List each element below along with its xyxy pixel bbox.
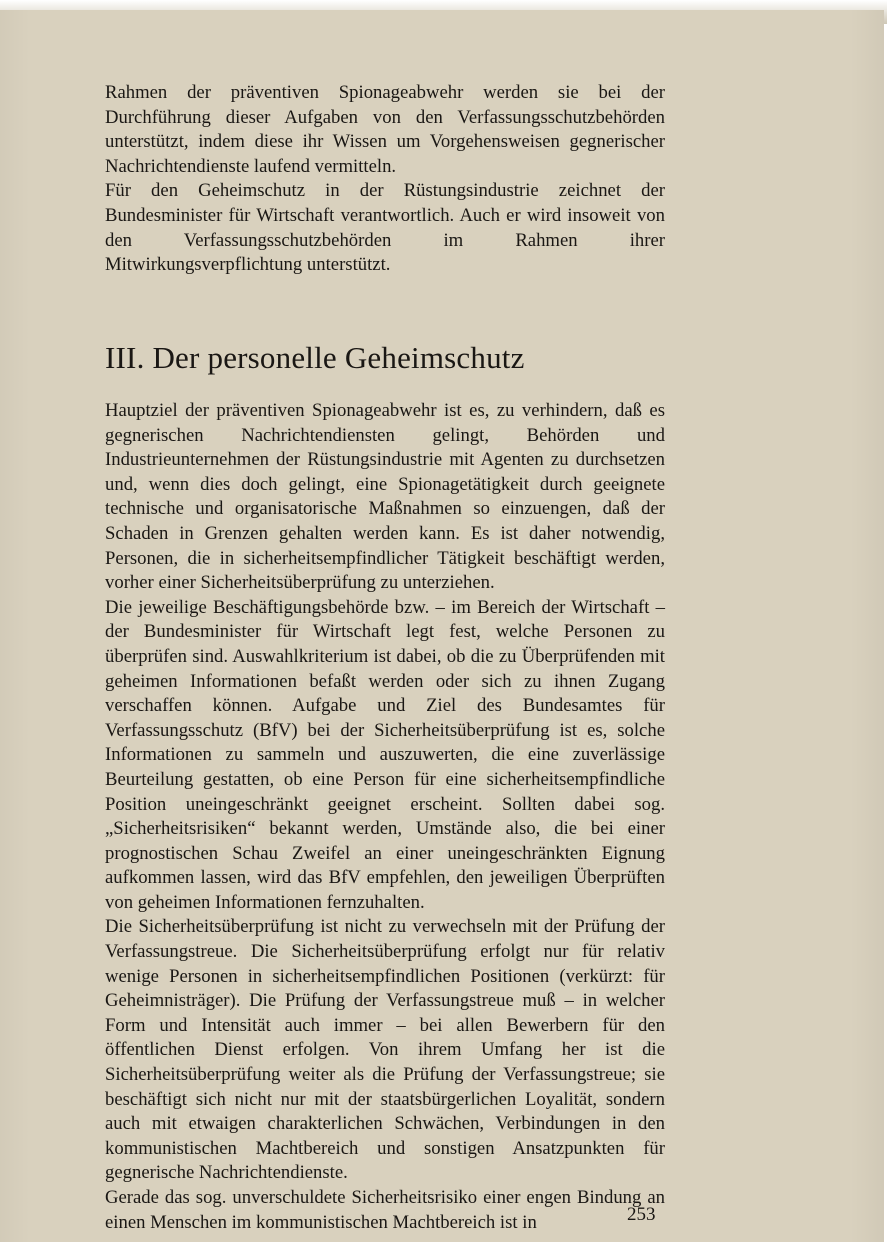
paragraph: Die Sicherheitsüberprüfung ist nicht zu verwechseln mit der Prüfung der Verfassungstreue. Die Sicherheitsüberprüfung erfolgt nur für relativ wenige Personen in sicherheitsempfindlichen Positionen (verkürzt: für Geheimnisträger). Die Prüfung der Verfassungstreue muß – in welcher Form und Intensität auch immer – bei allen Bewerbern für den öffentlichen Dienst erfolgen. Von ihrem Umfang her ist die Sicherheitsüberprüfung weiter als die Prüfung der Verfassungstreue; sie beschäftigt sich nicht nur mit der staatsbürgerlichen Loyalität, sondern auch mit etwaigen charakterlichen Schwächen, Verbindungen in den kommunistischen Machtbereich und sonstigen Ansatzpunkten für gegnerische Nachrichtendienste. — [105, 916, 665, 1184]
paragraph: Für den Geheimschutz in der Rüstungsindustrie zeichnet der Bundesminister für Wirtschaft verantwortlich. Auch er wird insoweit von den Verfassungsschutzbehörden im Rahmen ihrer Mitwirkungsverpflichtung unterstützt. — [105, 180, 665, 276]
main-text-block — [105, 399, 665, 1235]
opening-text-block — [105, 81, 665, 278]
page-number: 253 — [627, 1204, 656, 1225]
section-heading: III. Der personelle Geheimschutz — [105, 340, 525, 375]
paragraph: Gerade das sog. unverschuldete Sicherheitsrisiko einer engen Bindung an einen Menschen im kommunistischen Machtbereich ist in — [105, 1187, 665, 1233]
paragraph: Rahmen der präventiven Spionageabwehr werden sie bei der Durchführung dieser Aufgaben von den Verfassungsschutzbehörden unterstützt, indem diese ihr Wissen um Vorgehensweisen gegnerischer Nachrichtendienste laufend vermitteln. — [105, 82, 665, 177]
paragraph: Die jeweilige Beschäftigungsbehörde bzw. – im Bereich der Wirtschaft – der Bundesminister für Wirtschaft legt fest, welche Personen zu überprüfen sind. Auswahlkriterium ist dabei, ob die zu Überprüfenden mit geheimen Informationen befaßt werden oder sich zu ihnen Zugang verschaffen können. Aufgabe und Ziel des Bundesamtes für Verfassungsschutz (BfV) bei der Sicherheitsüberprüfung ist es, solche Informationen zu sammeln und auszuwerten, die eine zuverlässige Beurteilung gestatten, ob eine Person für eine sicherheitsempfindliche Position uneingeschränkt geeignet erscheint. Sollten dabei sog. „Sicherheitsrisiken“ bekannt werden, Umstände also, die bei einer prognostischen Schau Zweifel an einer uneingeschränkten Eignung aufkommen lassen, wird das BfV empfehlen, den jeweiligen Überprüften von geheimen Informationen fernzuhalten. — [105, 596, 665, 913]
paragraph: Hauptziel der präventiven Spionageabwehr ist es, zu verhindern, daß es gegnerischen Nachrichtendiensten gelingt, Behörden und Industrieunternehmen der Rüstungsindustrie mit Agenten zu durchsetzen und, wenn dies doch gelingt, eine Spionagetätigkeit durch geeignete technische und organisatorische Maßnahmen so einzuengen, daß der Schaden in Grenzen gehalten werden kann. Es ist daher notwendig, Personen, die in sicherheitsempfindlicher Tätigkeit beschäftigt werden, vorher einer Sicherheitsüberprüfung zu unterziehen. — [105, 400, 665, 594]
